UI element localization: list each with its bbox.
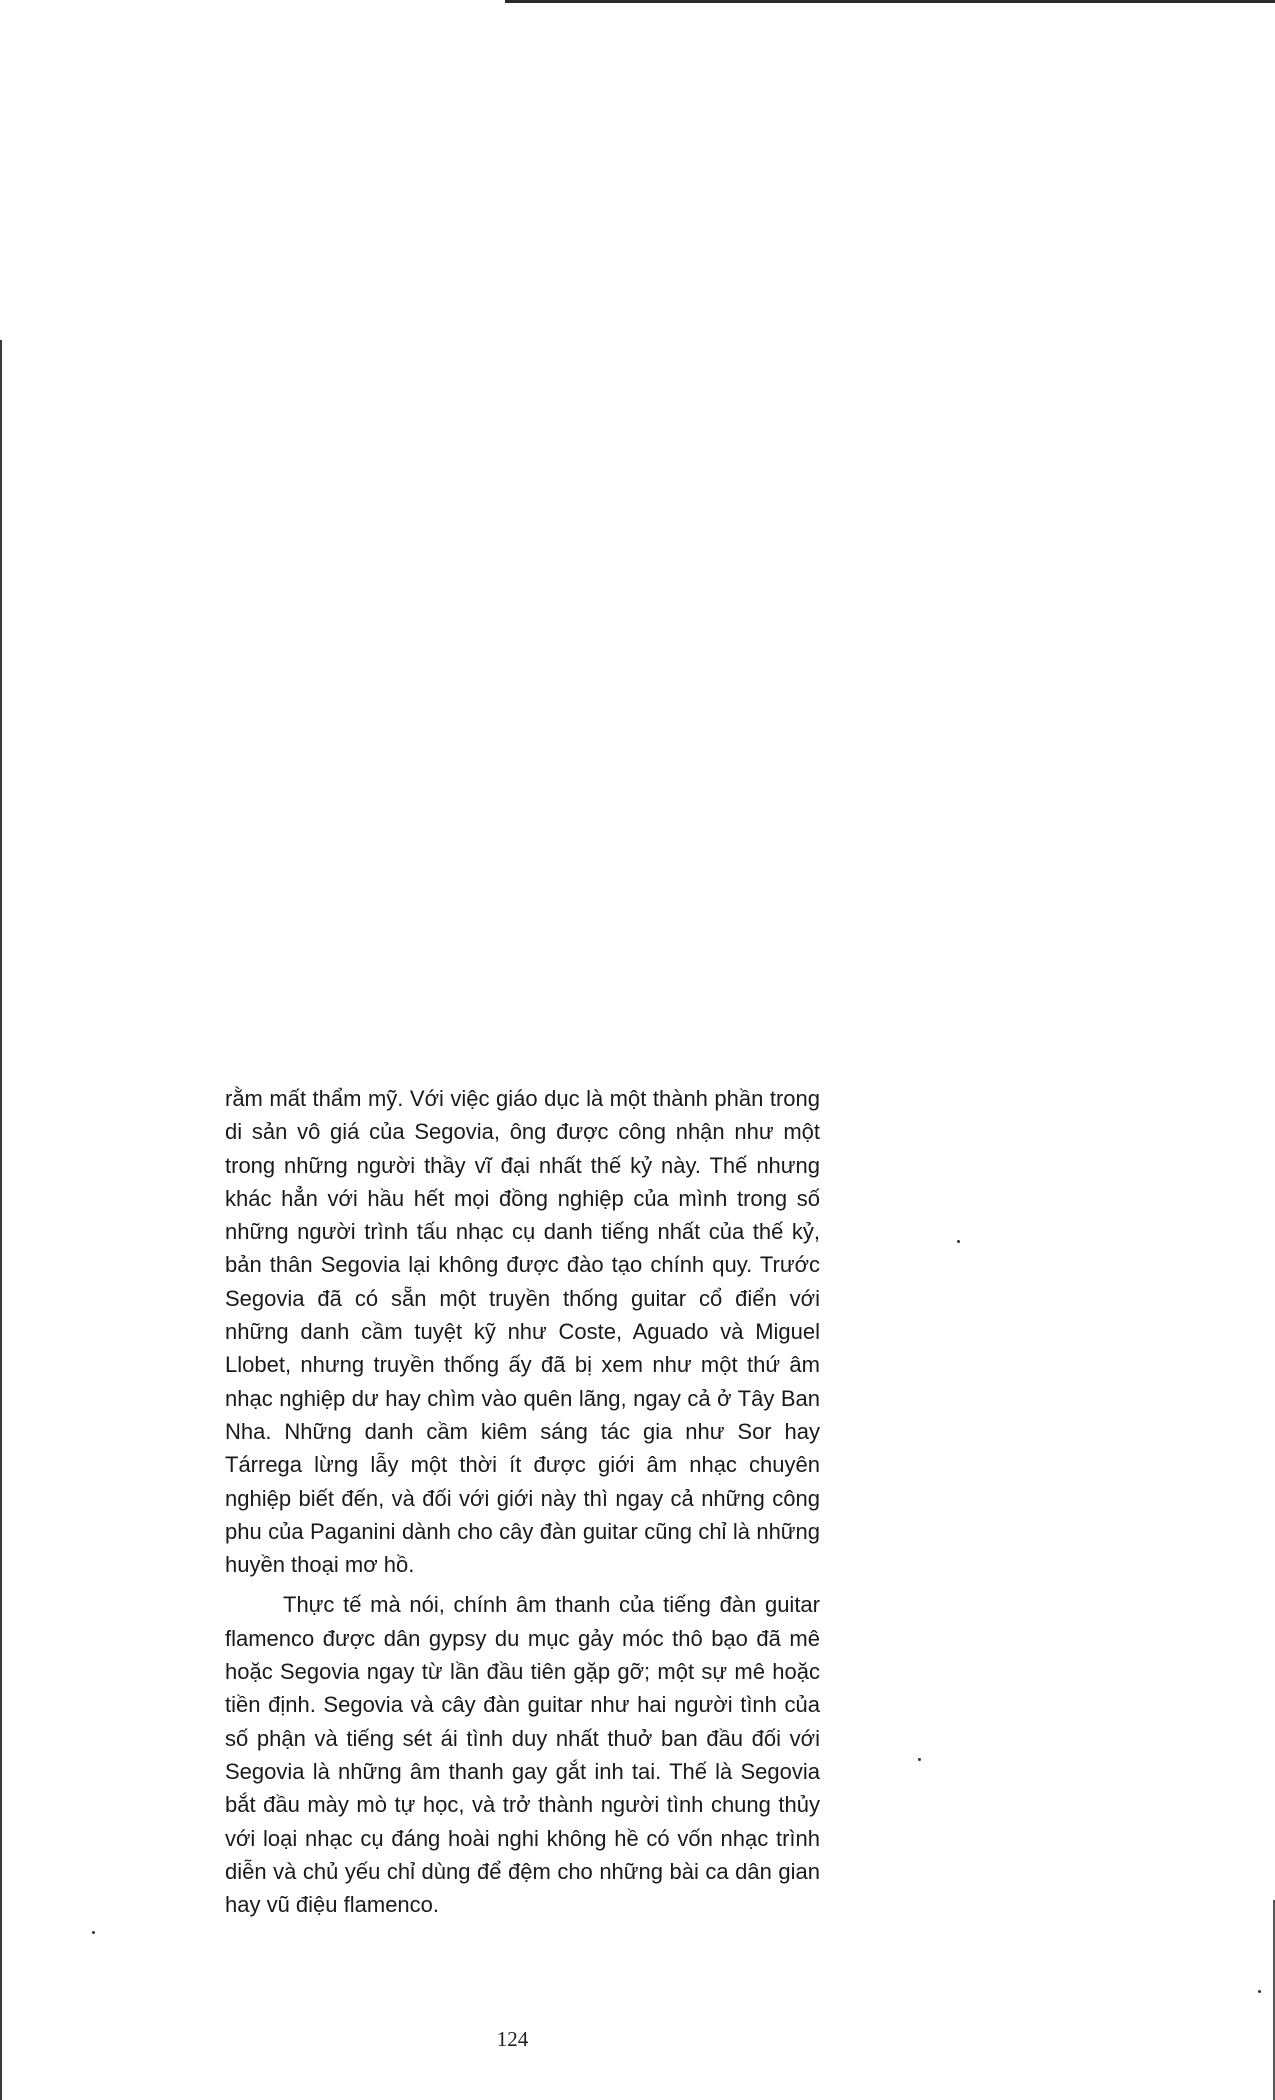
scan-speck	[957, 1240, 960, 1243]
top-border-line	[505, 0, 1275, 3]
page-number: 124	[496, 2027, 529, 2051]
scan-speck	[92, 1931, 95, 1934]
paragraph: Thực tế mà nói, chính âm thanh của tiếng đàn guitar flamenco được dân gypsy du mục gảy móc thô bạo đã mê hoặc Segovia ngay từ lần đầu tiên gặp gỡ; một sự mê hoặc tiền định. Segovia và cây đàn guitar như hai người tình của số phận và tiếng sét ái tình duy nhất thuở ban đầu đối với Segovia là những âm thanh gay gắt inh tai. Thế là Segovia bắt đầu mày mò tự học, và trở thành người tình chung thủy với loại nhạc cụ đáng hoài nghi không hề có vốn nhạc trình diễn và chủ yếu chỉ dùng để đệm cho những bài ca dân gian hay vũ điệu flamenco.	[225, 1592, 820, 1918]
body-text	[225, 1082, 820, 1921]
scan-speck	[918, 1758, 921, 1761]
scan-speck	[1258, 1990, 1261, 1993]
paragraph: rằm mất thẩm mỹ. Với việc giáo dục là một thành phần trong di sản vô giá của Segovia, ông được công nhận như một trong những người thầy vĩ đại nhất thế kỷ này. Thế nhưng khác hẳn với hầu hết mọi đồng nghiệp của mình trong số những người trình tấu nhạc cụ danh tiếng nhất của thế kỷ, bản thân Segovia lại không được đào tạo chính quy. Trước Segovia đã có sẵn một truyền thống guitar cổ điển với những danh cầm tuyệt kỹ như Coste, Aguado và Miguel Llobet, nhưng truyền thống ấy đã bị xem như một thứ âm nhạc nghiệp dư hay chìm vào quên lãng, ngay cả ở Tây Ban Nha. Những danh cầm kiêm sáng tác gia như Sor hay Tárrega lừng lẫy một thời ít được giới âm nhạc chuyên nghiệp biết đến, và đối với giới này thì ngay cả những công phu của Paganini dành cho cây đàn guitar cũng chỉ là những huyền thoại mơ hồ.	[225, 1086, 820, 1578]
scan-left-edge	[0, 340, 2, 2100]
